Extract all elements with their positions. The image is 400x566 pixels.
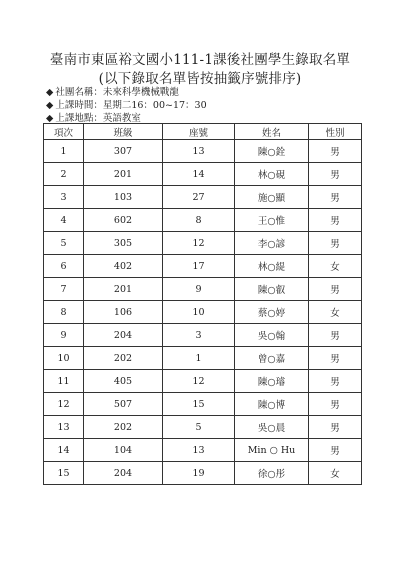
header-class: 班級: [84, 124, 163, 140]
cell-seat: 12: [163, 232, 235, 255]
cell-seat: 12: [163, 370, 235, 393]
cell-index: 2: [44, 163, 84, 186]
cell-name: 林○緹: [235, 255, 309, 278]
table-row: [44, 301, 362, 324]
cell-seat: 14: [163, 163, 235, 186]
cell-gender: 女: [309, 255, 362, 278]
cell-name: Min ○ Hu: [235, 439, 309, 462]
cell-gender: 男: [309, 324, 362, 347]
cell-index: 8: [44, 301, 84, 324]
cell-gender: 男: [309, 209, 362, 232]
cell-gender: 男: [309, 278, 362, 301]
cell-class: 202: [84, 416, 163, 439]
document-subtitle: (以下錄取名單皆按抽籤序號排序): [98, 71, 302, 87]
cell-seat: 27: [163, 186, 235, 209]
table-row: [44, 255, 362, 278]
cell-index: 7: [44, 278, 84, 301]
cell-gender: 男: [309, 163, 362, 186]
cell-seat: 9: [163, 278, 235, 301]
table-row: [44, 278, 362, 301]
cell-name: 陳○璿: [235, 370, 309, 393]
header-name: 姓名: [235, 124, 309, 140]
info-club-name-text: 社團名稱：未來科學機械戰龍: [55, 87, 179, 98]
diamond-bullet-icon: ◆: [46, 87, 54, 98]
cell-class: 402: [84, 255, 163, 278]
cell-index: 6: [44, 255, 84, 278]
cell-seat: 10: [163, 301, 235, 324]
cell-class: 202: [84, 347, 163, 370]
cell-name: 蔡○婷: [235, 301, 309, 324]
cell-index: 14: [44, 439, 84, 462]
cell-seat: 15: [163, 393, 235, 416]
table-row: [44, 140, 362, 163]
cell-name: 徐○彤: [235, 462, 309, 485]
info-class-location-text: 上課地點：英語教室: [55, 113, 141, 124]
header-index: 項次: [44, 124, 84, 140]
info-club-name: [46, 86, 179, 99]
cell-index: 4: [44, 209, 84, 232]
cell-seat: 13: [163, 439, 235, 462]
cell-class: 201: [84, 163, 163, 186]
cell-seat: 1: [163, 347, 235, 370]
cell-class: 507: [84, 393, 163, 416]
cell-seat: 19: [163, 462, 235, 485]
cell-name: 吳○翰: [235, 324, 309, 347]
cell-class: 602: [84, 209, 163, 232]
cell-index: 5: [44, 232, 84, 255]
header-seat: 座號: [163, 124, 235, 140]
table-row: [44, 439, 362, 462]
cell-class: 106: [84, 301, 163, 324]
diamond-bullet-icon: ◆: [46, 113, 54, 124]
table-row: [44, 347, 362, 370]
cell-seat: 3: [163, 324, 235, 347]
cell-class: 103: [84, 186, 163, 209]
cell-name: 吳○晨: [235, 416, 309, 439]
cell-seat: 5: [163, 416, 235, 439]
table-row: [44, 163, 362, 186]
cell-seat: 13: [163, 140, 235, 163]
cell-name: 王○惟: [235, 209, 309, 232]
cell-gender: 男: [309, 416, 362, 439]
document-title: 臺南市東區裕文國小111-1課後社團學生錄取名單: [49, 52, 351, 68]
table-row: [44, 209, 362, 232]
header-gender: 性別: [309, 124, 362, 140]
cell-gender: 男: [309, 186, 362, 209]
cell-seat: 8: [163, 209, 235, 232]
info-class-time-text: 上課時間：星期二16：00~17：30: [55, 100, 207, 111]
cell-gender: 女: [309, 301, 362, 324]
table-row: [44, 232, 362, 255]
cell-gender: 男: [309, 347, 362, 370]
info-class-time: [46, 99, 207, 112]
cell-gender: 女: [309, 462, 362, 485]
cell-class: 305: [84, 232, 163, 255]
cell-class: 204: [84, 462, 163, 485]
cell-index: 11: [44, 370, 84, 393]
table-row: [44, 370, 362, 393]
cell-class: 104: [84, 439, 163, 462]
cell-name: 曾○嘉: [235, 347, 309, 370]
diamond-bullet-icon: ◆: [46, 100, 54, 111]
cell-gender: 男: [309, 370, 362, 393]
table-header-row: [44, 124, 362, 140]
cell-index: 15: [44, 462, 84, 485]
cell-name: 林○硯: [235, 163, 309, 186]
cell-index: 3: [44, 186, 84, 209]
cell-index: 10: [44, 347, 84, 370]
cell-name: 陳○叡: [235, 278, 309, 301]
cell-gender: 男: [309, 140, 362, 163]
cell-name: 施○顯: [235, 186, 309, 209]
table-row: [44, 393, 362, 416]
table-row: [44, 186, 362, 209]
cell-class: 204: [84, 324, 163, 347]
cell-seat: 17: [163, 255, 235, 278]
cell-name: 陳○博: [235, 393, 309, 416]
table-row: [44, 462, 362, 485]
cell-name: 李○諺: [235, 232, 309, 255]
table-row: [44, 324, 362, 347]
cell-index: 13: [44, 416, 84, 439]
cell-name: 陳○銓: [235, 140, 309, 163]
cell-index: 12: [44, 393, 84, 416]
cell-gender: 男: [309, 439, 362, 462]
cell-class: 307: [84, 140, 163, 163]
cell-class: 405: [84, 370, 163, 393]
table-row: [44, 416, 362, 439]
student-list-table: [43, 123, 362, 485]
cell-gender: 男: [309, 232, 362, 255]
cell-gender: 男: [309, 393, 362, 416]
cell-index: 9: [44, 324, 84, 347]
cell-index: 1: [44, 140, 84, 163]
cell-class: 201: [84, 278, 163, 301]
